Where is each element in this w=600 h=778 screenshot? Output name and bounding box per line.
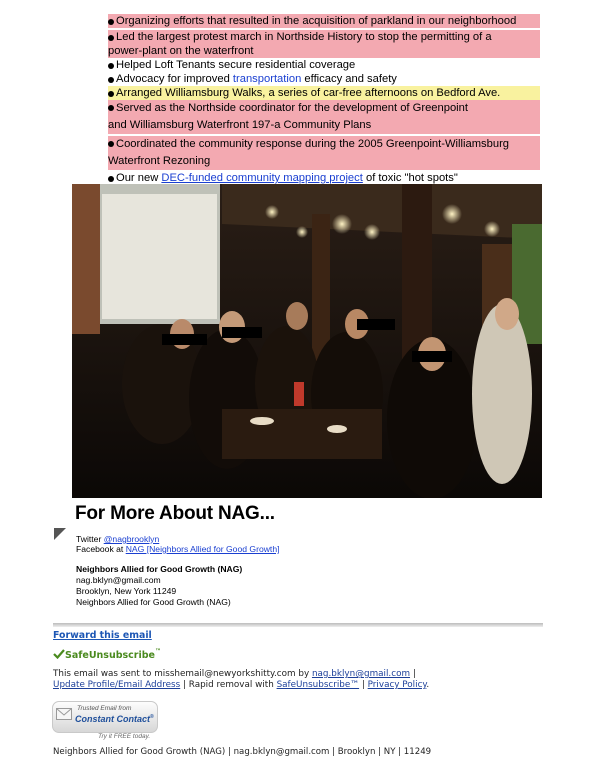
contact-org-again: Neighbors Allied for Good Growth (NAG) bbox=[76, 597, 231, 607]
list-item: Coordinated the community response during the 2005 Greenpoint-Williamsburg Waterfront Rezoning bbox=[108, 134, 540, 170]
more-about-heading: For More About NAG... bbox=[75, 503, 275, 524]
footer-divider bbox=[53, 623, 543, 627]
list-item: Served as the Northside coordinator for the development of Greenpoint and Williamsburg Waterfront 197-a Community Plans bbox=[108, 100, 540, 134]
accomplishments-list bbox=[108, 14, 540, 185]
corner-triangle-icon bbox=[54, 528, 66, 540]
bar-crowd-photo bbox=[72, 184, 542, 498]
safeunsubscribe-logo: SafeUnsubscribe™ bbox=[53, 648, 161, 661]
photo-illustration bbox=[72, 184, 542, 498]
sent-to-notice: This email was sent to misshemail@newyorkshitty.com by nag.bklyn@gmail.com | Update Profile/Email Address | Rapid removal with SafeUnsubscribe™ | Privacy Policy. bbox=[53, 669, 430, 691]
contact-email: nag.bklyn@gmail.com bbox=[76, 575, 161, 585]
bullet-icon bbox=[108, 19, 114, 25]
constant-contact-badge[interactable]: Trusted Email from Constant Contact® bbox=[52, 701, 158, 733]
twitter-link[interactable]: @nagbrooklyn bbox=[103, 534, 160, 544]
facebook-link[interactable]: NAG [Neighbors Allied for Good Growth] bbox=[125, 544, 280, 554]
contact-city: Brooklyn, New York 11249 bbox=[76, 586, 177, 596]
facebook-line: Facebook at NAG [Neighbors Allied for Good Growth] bbox=[76, 544, 280, 554]
update-profile-link[interactable]: Update Profile/Email Address bbox=[53, 680, 181, 691]
list-item: Arranged Williamsburg Walks, a series of car-free afternoons on Bedford Ave. bbox=[108, 86, 540, 100]
forward-email-link[interactable]: Forward this email bbox=[53, 630, 152, 641]
bullet-icon bbox=[108, 176, 114, 182]
safeunsubscribe-link[interactable]: SafeUnsubscribe™ bbox=[276, 680, 360, 691]
bullet-icon bbox=[108, 77, 114, 83]
twitter-line: Twitter @nagbrooklyn bbox=[76, 534, 160, 544]
list-item: Advocacy for improved transportation efficacy and safety bbox=[108, 72, 540, 86]
try-free-text: Try it FREE today. bbox=[98, 733, 151, 740]
checkmark-icon bbox=[53, 649, 65, 659]
bullet-icon bbox=[108, 91, 114, 97]
bullet-icon bbox=[108, 35, 114, 41]
envelope-icon bbox=[56, 707, 72, 719]
contact-org: Neighbors Allied for Good Growth (NAG) bbox=[76, 564, 243, 574]
transportation-link[interactable]: transportation bbox=[232, 73, 302, 85]
bullet-icon bbox=[108, 105, 114, 111]
sender-email-link[interactable]: nag.bklyn@gmail.com bbox=[311, 669, 411, 679]
list-item: Organizing efforts that resulted in the acquisition of parkland in our neighborhood bbox=[108, 14, 540, 28]
list-item: Led the largest protest march in Northside History to stop the permitting of a power-plant on the waterfront bbox=[108, 28, 540, 58]
list-item: Our new DEC-funded community mapping project of toxic "hot spots" bbox=[108, 171, 540, 185]
mapping-project-link[interactable]: DEC-funded community mapping project bbox=[161, 172, 363, 184]
footer-address-line: Neighbors Allied for Good Growth (NAG) | nag.bklyn@gmail.com | Brooklyn | NY | 11249 bbox=[53, 747, 432, 757]
bullet-icon bbox=[108, 141, 114, 147]
bullet-icon bbox=[108, 63, 114, 69]
list-item: Helped Loft Tenants secure residential coverage bbox=[108, 58, 540, 72]
privacy-policy-link[interactable]: Privacy Policy bbox=[367, 680, 427, 691]
